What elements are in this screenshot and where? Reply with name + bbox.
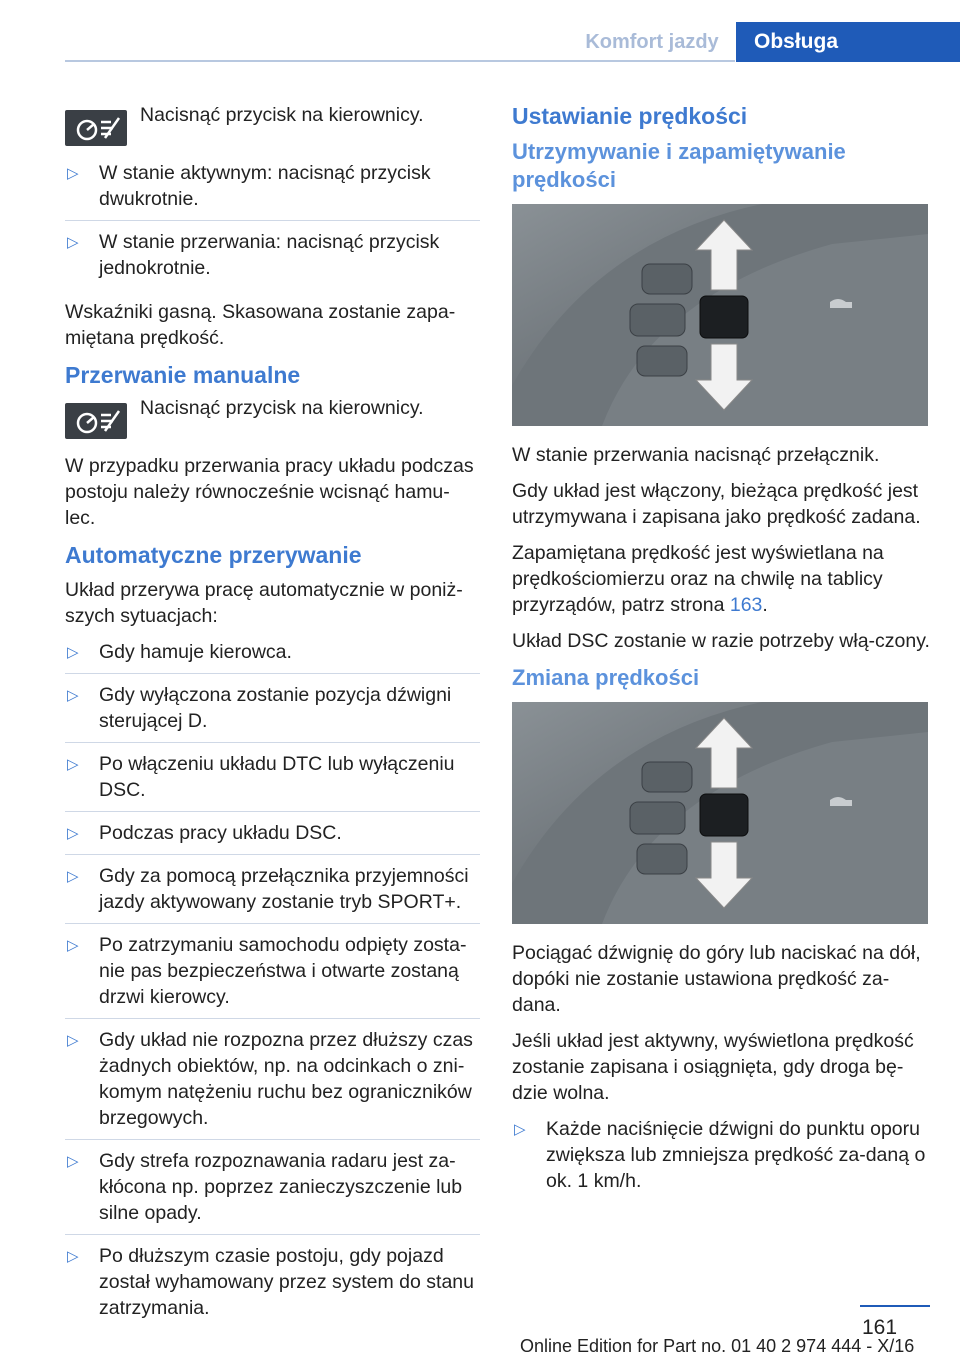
page-reference-link[interactable]: 163 (729, 594, 763, 616)
edition-text: Online Edition for Part no. 01 40 2 974 444 - X/16 (520, 1336, 915, 1356)
paragraph: Układ przerywa pracę automatycznie w poniż‐szych sytuacjach: (65, 579, 463, 627)
right-column (512, 98, 930, 1212)
heading-maintain-speed: Utrzymywanie i zapamiętywanie prędkości (512, 139, 846, 192)
triangle-right-icon: ▷ (67, 644, 79, 661)
triangle-right-icon: ▷ (67, 937, 79, 954)
list-item: ▷ Gdy hamuje kierowca. (65, 639, 480, 674)
triangle-right-icon: ▷ (67, 1248, 79, 1265)
paragraph: W przypadku przerwania pracy układu podczas postoju należy równocześnie wcisnąć hamu‐lec. (65, 455, 474, 529)
icon-instruction-1 (65, 98, 480, 146)
list-item: ▷ Gdy układ nie rozpozna przez dłuższy czas żadnych obiektów, np. na odcinkach o zni‐komym natężeniu ruchu bez ograniczników brzegowych. (65, 1027, 480, 1140)
page-number: 161 (862, 1316, 898, 1339)
paragraph: W stanie przerwania nacisnąć przełącznik. (512, 444, 880, 466)
paragraph: Zapamiętana prędkość jest wyświetlana na prędkościomierzu oraz na chwilę na tablicy przyrządów, patrz strona 163. (512, 542, 884, 616)
triangle-right-icon: ▷ (67, 234, 79, 251)
icon-instruction-text: Nacisnąć przycisk na kierownicy. (140, 397, 424, 419)
footer-rule (860, 1305, 930, 1307)
state-list (65, 160, 480, 289)
triangle-right-icon: ▷ (67, 687, 79, 704)
list-item: ▷ Po zatrzymaniu samochodu odpięty zosta‐nie pas bezpieczeństwa i otwarte zostaną drzwi kierowcy. (65, 932, 480, 1019)
triangle-right-icon: ▷ (67, 756, 79, 773)
steering-wheel-lever-photo (512, 204, 928, 426)
list-item: ▷ Po włączeniu układu DTC lub wyłączeniu DSC. (65, 751, 480, 812)
list-item: ▷ Gdy wyłączona zostanie pozycja dźwigni sterującej D. (65, 682, 480, 743)
steering-wheel-lever-photo (512, 702, 928, 924)
heading-manual-interrupt: Przerwanie manualne (65, 362, 301, 388)
paragraph: Gdy układ jest włączony, bieżąca prędkość jest utrzymywana i zapisana jako prędkość zadana. (512, 480, 921, 528)
cruise-control-button-icon (65, 110, 127, 146)
icon-instruction-text: Nacisnąć przycisk na kierownicy. (140, 104, 424, 126)
cruise-control-button-icon (65, 403, 127, 439)
page-header (0, 22, 960, 62)
list-item: ▷ W stanie przerwania: nacisnąć przycisk jednokrotnie. (67, 231, 440, 279)
increment-list (512, 1116, 930, 1202)
heading-set-speed: Ustawianie prędkości (512, 103, 748, 129)
auto-interrupt-list (65, 639, 480, 1329)
left-column (65, 98, 480, 1339)
triangle-right-icon: ▷ (67, 1153, 79, 1170)
paragraph: Jeśli układ jest aktywny, wyświetlona prędkość zostanie zapisana i osiągnięta, gdy droga bę‐dzie wolna. (512, 1030, 914, 1104)
header-section: Komfort jazdy (585, 31, 719, 53)
list-item: ▷ Gdy za pomocą przełącznika przyjemności jazdy aktywowany zostanie tryb SPORT+. (65, 863, 480, 924)
list-item: ▷ Podczas pracy układu DSC. (65, 820, 480, 855)
triangle-right-icon: ▷ (514, 1121, 526, 1138)
list-item: ▷ Po dłuższym czasie postoju, gdy pojazd został wyhamowany przez system do stanu zatrzymania. (67, 1245, 474, 1319)
heading-auto-interrupt: Automatyczne przerywanie (65, 542, 362, 568)
list-item: ▷ Gdy strefa rozpoznawania radaru jest za‐kłócona np. poprzez zanieczyszczenie lub silne opady. (65, 1148, 480, 1235)
heading-change-speed: Zmiana prędkości (512, 665, 700, 690)
triangle-right-icon: ▷ (67, 825, 79, 842)
header-chapter-tab: Obsługa (736, 22, 960, 62)
triangle-right-icon: ▷ (67, 868, 79, 885)
icon-instruction-2 (65, 391, 480, 439)
paragraph: Pociągać dźwignię do góry lub naciskać na dół, dopóki nie zostanie ustawiona prędkość za‐dana. (512, 942, 921, 1016)
triangle-right-icon: ▷ (67, 1032, 79, 1049)
paragraph: Wskaźniki gasną. Skasowana zostanie zapa‐miętana prędkość. (65, 301, 456, 349)
list-item: ▷ W stanie aktywnym: nacisnąć przycisk dwukrotnie. (65, 160, 480, 221)
list-item: ▷ Każde naciśnięcie dźwigni do punktu oporu zwiększa lub zmniejsza prędkość za‐daną o ok. 1 km/h. (514, 1118, 926, 1192)
triangle-right-icon: ▷ (67, 165, 79, 182)
paragraph: Układ DSC zostanie w razie potrzeby włą‐czony. (512, 630, 930, 652)
